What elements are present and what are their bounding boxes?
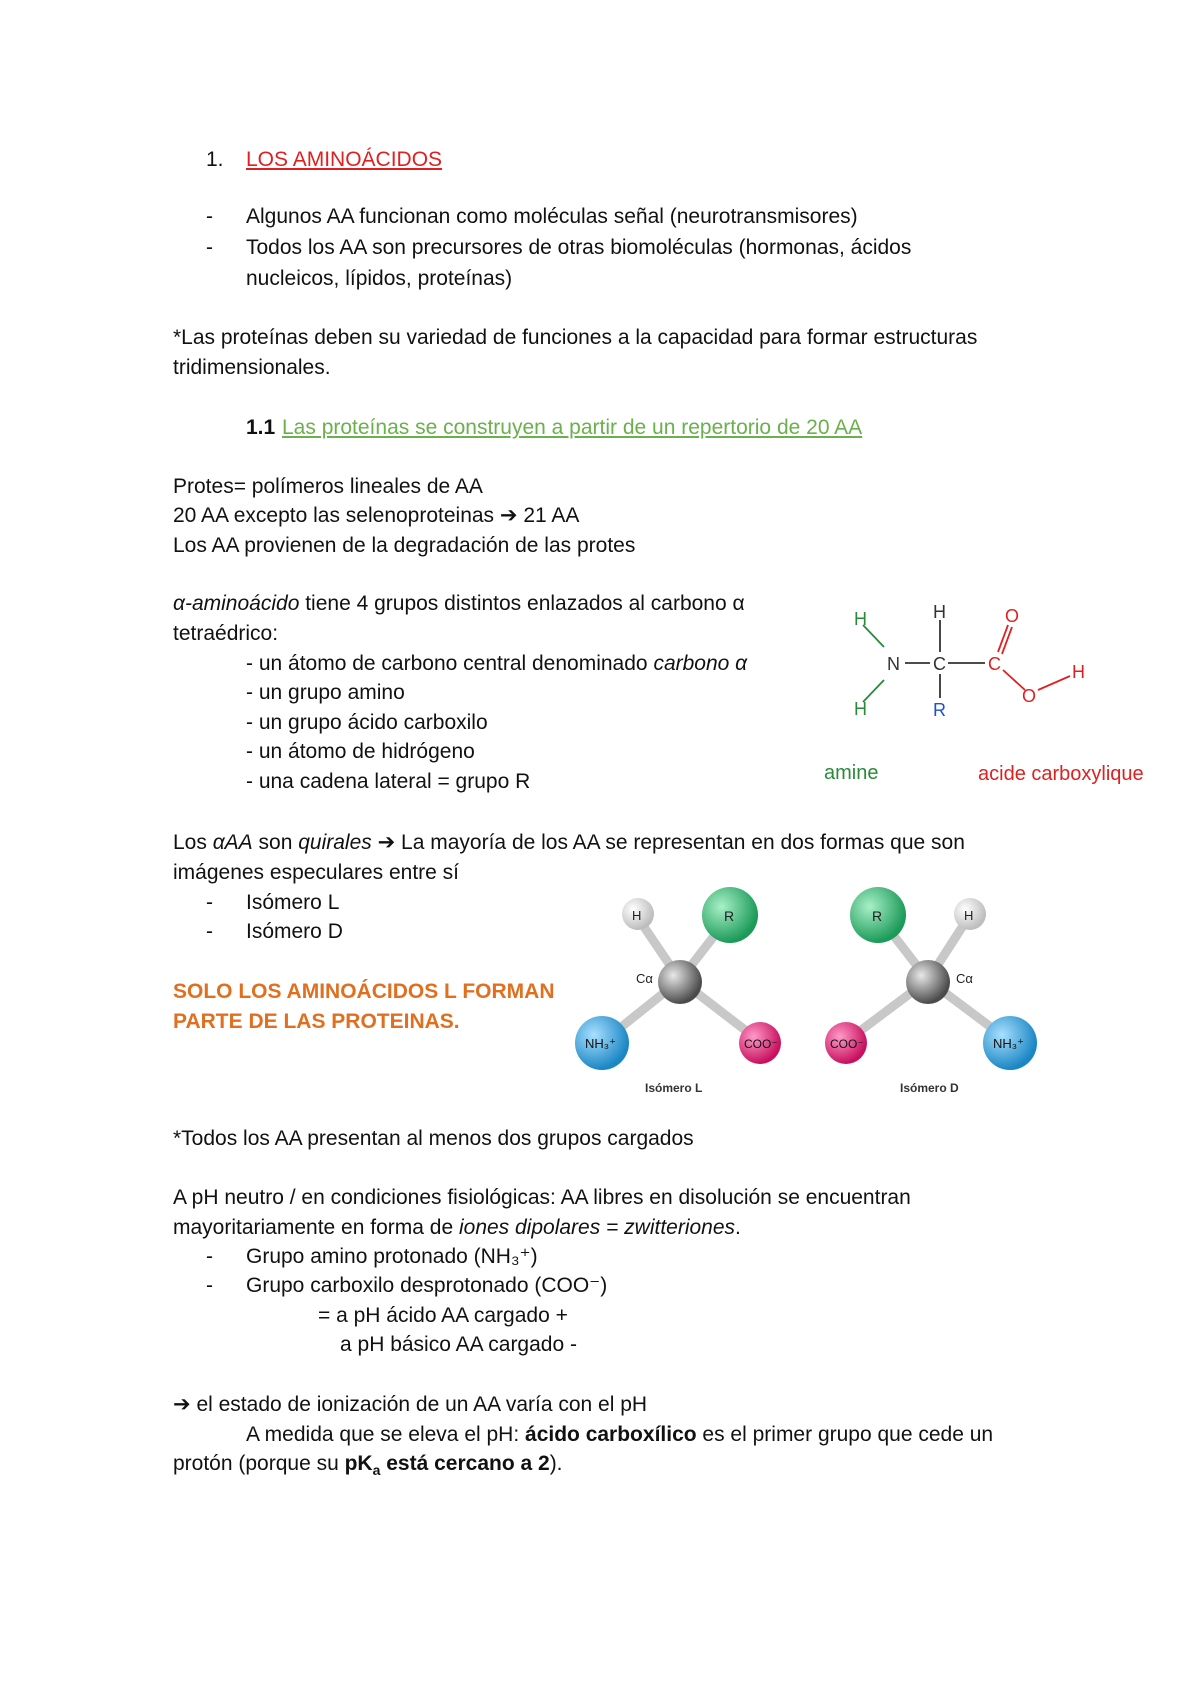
subsection-number: 1.1 [246,416,276,439]
text-line: *Todos los AA presentan al menos dos grupos cargados [173,1127,694,1150]
text-line [173,1214,741,1242]
isomer-caption: Isómero D [900,1081,959,1095]
text-line: Los AA provienen de la degradación de las protes [173,534,636,557]
bullet-dash: - [206,1274,213,1297]
list-item [246,650,747,678]
atom-label: H [1072,662,1085,682]
text-span: el estado de ionización de un AA varía con el pH [190,1393,648,1416]
bullet-text: Isómero D [246,920,343,943]
isomer-caption: Isómero L [645,1081,703,1095]
bullet-text: Isómero L [246,891,340,914]
text-span: es el primer grupo que cede un [696,1423,994,1446]
amino-acid-structure-diagram [820,590,1150,790]
amine-label: amine [824,762,879,784]
atom-label: O [1005,606,1020,626]
term-alpha-aminoacid: α-aminoácido [173,592,300,615]
list-item: - un átomo de hidrógeno [246,740,475,763]
text-span: 20 AA excepto las selenoproteinas [173,504,500,527]
text-line [173,590,745,618]
bullet-text-continued: nucleicos, lípidos, proteínas) [246,267,513,290]
subsection-title: Las proteínas se construyen a partir de un repertorio de 20 AA [282,416,863,439]
bullet-dash: - [206,236,213,259]
bullet-text: Grupo carboxilo desprotonado (COO⁻) [246,1274,608,1297]
arrow-icon: ➔ [371,831,396,854]
text-line: = a pH ácido AA cargado + [318,1304,568,1327]
atom-label: NH₃⁺ [585,1036,616,1051]
text-span: mayoritariamente en forma de [173,1216,459,1239]
highlight-text: SOLO LOS AMINOÁCIDOS L FORMAN [173,980,555,1003]
text-line [173,829,965,857]
note-line: *Las proteínas deben su variedad de funciones a la capacidad para formar estructuras [173,326,978,349]
bullet-dash: - [206,1245,213,1268]
section-title: LOS AMINOÁCIDOS [246,148,443,171]
isomer-d [825,887,1037,1095]
alpha-carbon-atom [906,960,950,1004]
note-line: tridimensionales. [173,356,331,379]
text-line: Protes= polímeros lineales de AA [173,475,483,498]
atom-label: H [854,609,867,629]
section-number: 1. [206,148,224,171]
bullet-dash: - [206,205,213,228]
list-item: - un grupo ácido carboxilo [246,711,488,734]
atom-label: N [887,654,900,674]
alpha-carbon-atom [658,960,702,1004]
atom-label: R [724,908,735,924]
isomer-figure [570,880,1050,1100]
atom-label: R [933,700,946,720]
text-span: protón (porque su [173,1452,345,1475]
text-span: son [252,831,299,854]
text-line: imágenes especulares entre sí [173,861,459,884]
text-span: iones dipolares = zwitteriones [458,1216,736,1239]
bullet-text: Todos los AA son precursores de otras biomoléculas (hormonas, ácidos [246,236,912,259]
text-line: tetraédrico: [173,622,279,645]
text-span: pK [344,1452,373,1475]
bullet-dash: - [206,891,213,914]
text-span: A medida que se eleva el pH: [246,1423,526,1446]
atom-label: C [933,654,946,674]
arrow-icon: ➔ [499,504,524,527]
atom-label: H [854,699,867,719]
text-span: . [735,1216,741,1239]
text-span: carbono α [653,652,748,675]
text-line [246,1421,993,1449]
bullet-text: Algunos AA funcionan como moléculas señal (neurotransmisores) [246,205,858,228]
text-line [173,502,579,530]
text-line: a pH básico AA cargado - [340,1333,577,1356]
text-span: αAA [212,831,253,854]
bullet-dash: - [206,920,213,943]
text-span: ácido carboxílico [525,1423,697,1446]
text-span: Los [173,831,213,854]
atom-label: C [988,654,1001,674]
atom-label: H [964,908,974,923]
acid-label: acide carboxylique [978,763,1144,785]
atom-label: COO⁻ [830,1037,864,1051]
text-span: ). [549,1452,563,1475]
isomer-l [575,887,781,1095]
atom-label: O [1022,686,1037,706]
text-line [173,1450,563,1484]
text-span: a [372,1462,381,1479]
text-line: A pH neutro / en condiciones fisiológicas: AA libres en disolución se encuentran [173,1186,911,1209]
text-line [173,1391,647,1419]
text-span: 21 AA [523,504,580,527]
text-span: tiene 4 grupos distintos enlazados al carbono α [299,592,745,615]
list-item: - un grupo amino [246,681,405,704]
highlight-text: PARTE DE LAS PROTEINAS. [173,1010,460,1033]
atom-label: NH₃⁺ [993,1036,1024,1051]
text-span: La mayoría de los AA se representan en dos formas que son [395,831,965,854]
atom-label: Cα [956,971,973,986]
text-span: quirales [298,831,372,854]
atom-label: Cα [636,971,653,986]
atom-label: H [933,602,946,622]
text-span: está cercano a 2 [380,1452,550,1475]
text-span: - un átomo de carbono central denominado [246,652,654,675]
list-item: - una cadena lateral = grupo R [246,770,531,793]
atom-label: R [872,908,883,924]
atom-label: H [632,908,642,923]
bullet-text: Grupo amino protonado (NH₃⁺) [246,1245,538,1268]
arrow-icon: ➔ [173,1393,191,1416]
atom-label: COO⁻ [744,1037,778,1051]
